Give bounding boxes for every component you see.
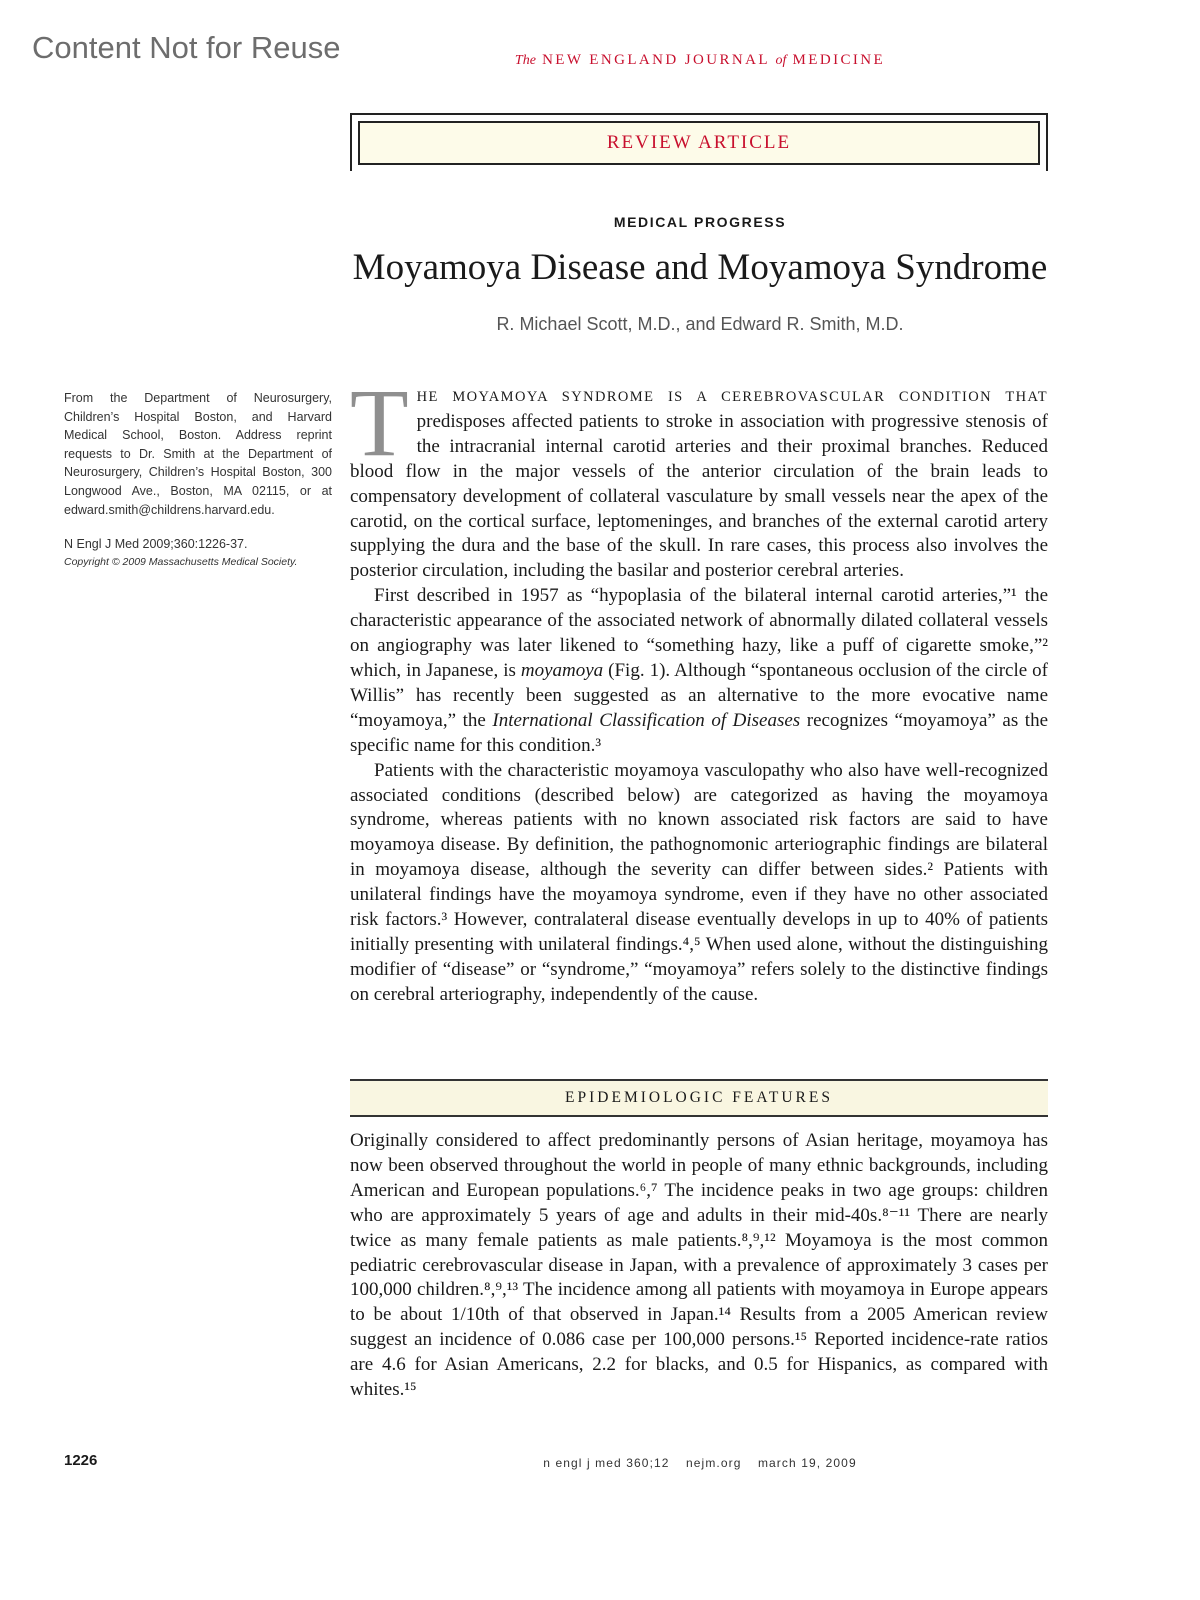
epidemiology-text — [350, 1129, 1048, 1403]
footer-journal-ref: n engl j med 360;12 — [543, 1456, 670, 1470]
paragraph-3: Patients with the characteristic moyamoya vasculopathy who also have well-recognized associated conditions (described below) are categorized as having the moyamoya syndrome, whereas patients with no known associated risk factors are said to have moyamoya disease. By definition, the pathognomonic arteriographic findings are bilateral in moyamoya disease, although the severity can differ between sides.² Patients with unilateral findings have the moyamoya syndrome, even if they have no other associated risk factors.³ However, contralateral disease eventually develops in up to 40% of patients initially presenting with unilateral findings.⁴,⁵ When used alone, without the distinguishing modifier of “disease” or “syndrome,” “moyamoya” refers solely to the distinctive findings on cerebral arteriography, independently of the cause. — [350, 759, 1048, 1005]
article-type-frame — [350, 113, 1048, 171]
journal-the: The — [514, 53, 536, 68]
intro-text — [350, 369, 1049, 1008]
term-moyamoya: moyamoya — [520, 659, 604, 681]
article-title: Moyamoya Disease and Moyamoya Syndrome — [352, 247, 1048, 288]
journal-name-1: NEW ENGLAND JOURNAL — [542, 52, 770, 68]
copyright: Copyright © 2009 Massachusetts Medical Society. — [64, 555, 298, 568]
icd-title: International Classification of Diseases — [492, 709, 801, 731]
section-heading-text: EPIDEMIOLOGIC FEATURES — [565, 1089, 833, 1106]
watermark: Content Not for Reuse — [32, 30, 341, 65]
citation: N Engl J Med 2009;360:1226-37. — [64, 537, 248, 552]
journal-name-2: MEDICINE — [792, 52, 886, 68]
article-type: REVIEW ARTICLE — [606, 132, 792, 153]
section-label: MEDICAL PROGRESS — [613, 214, 787, 230]
paragraph-1 — [350, 369, 1048, 584]
authors: R. Michael Scott, M.D., and Edward R. Smith, M.D. — [496, 314, 904, 334]
affiliation: From the Department of Neurosurgery, Children’s Hospital Boston, and Harvard Medical School, Boston. Address reprint requests to Dr. Smith at the Department of Neurosurgery, Children’s Hospital Boston, 300 Longwood Ave., Boston, MA 02115, or at edward.smith@childrens.harvard.edu. — [64, 391, 332, 517]
page-number: 1226 — [64, 1452, 98, 1469]
page-footer — [350, 1456, 1050, 1470]
epidemiology-paragraph: Originally considered to affect predominantly persons of Asian heritage, moyamoya has now been observed throughout the world in people of many ethnic backgrounds, including American and European populations.⁶,⁷ The incidence peaks in two age groups: children who are approximately 5 years of age and adults in their mid-40s.⁸⁻¹¹ There are nearly twice as many female patients as male patients.⁸,⁹,¹² Moyamoya is the most common pediatric cerebrovascular disease in Japan, with a prevalence of approximately 3 cases per 100,000 children.⁸,⁹,¹³ The incidence among all patients with moyamoya in Europe appears to be about 1/10th of that observed in Japan.¹⁴ Results from a 2005 American review suggest an incidence of 0.086 case per 100,000 persons.¹⁵ Reported incidence-rate ratios are 4.6 for Asian Americans, 2.2 for blacks, and 0.5 for Hispanics, as compared with whites.¹⁵ — [350, 1130, 1048, 1401]
journal-header — [350, 52, 1050, 69]
footer-date: march 19, 2009 — [757, 1456, 857, 1470]
lead-in: HE MOYAMOYA SYNDROME IS A CEREBROVASCULAR CONDITION THAT — [416, 389, 1048, 405]
paragraph-1-text: predisposes affected patients to stroke in association with progressive stenosis of the intracranial internal carotid arteries and their proximal branches. Reduced blood flow in the major vessels of the anterior circulation of the brain leads to compensatory development of collateral vasculature by small vessels near the apex of the carotid, on the cortical surface, leptomeninges, and branches of the external carotid artery supplying the dura and the base of the skull. In rare cases, this process also involves the posterior circulation, including the basilar and posterior cerebral arteries. — [350, 410, 1048, 582]
paragraph-2: First described in 1957 as “hypoplasia of the bilateral internal carotid arteries,”¹ the characteristic appearance of the associated network of abnormally dilated collateral vessels on angiography was later likened to “something hazy, like a puff of cigarette smoke,”² which, in Japanese, is moyamoya (Fig. 1). Although “spontaneous occlusion of the circle of Willis” has recently been suggested as an alternative to the more evocative name “moyamoya,” the International Classification of Diseases recognizes “moyamoya” as the specific name for this condition.³ — [350, 585, 1049, 756]
section-heading — [350, 1079, 1048, 1117]
journal-of: of — [775, 53, 787, 68]
drop-cap: T — [350, 369, 409, 476]
footer-site: nejm.org — [686, 1456, 742, 1470]
sidebar — [64, 389, 332, 570]
article-type-box — [358, 121, 1040, 165]
